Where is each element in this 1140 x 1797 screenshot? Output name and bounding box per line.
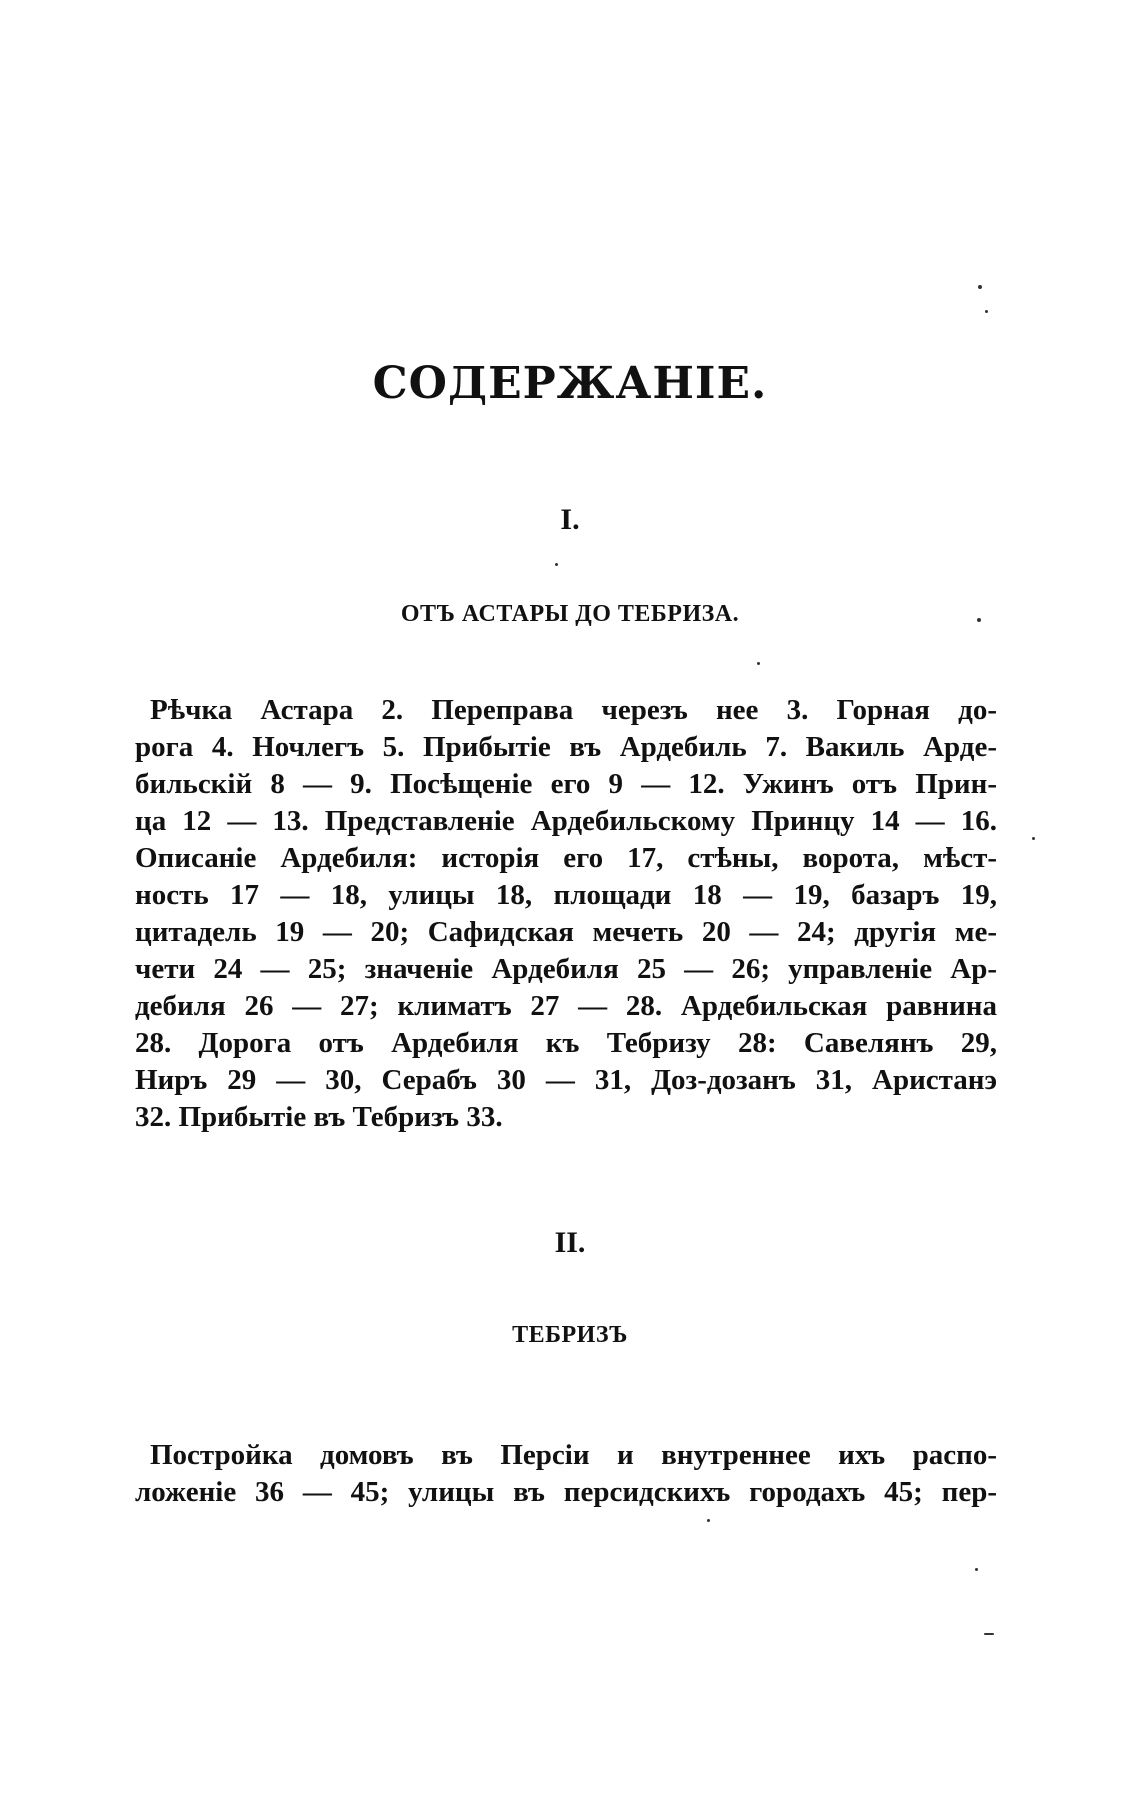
contents-line: дебиля 26 — 27; климатъ 27 — 28. Ардебильская равнина — [135, 990, 997, 1022]
scan-speck — [757, 662, 760, 665]
contents-line: Постройка домовъ въ Персіи и внутреннее ихъ распо- — [150, 1439, 997, 1471]
contents-line: бильскій 8 — 9. Посѣщеніе его 9 — 12. Ужинъ отъ Прин- — [135, 768, 997, 800]
contents-line: Описаніе Ардебиля: исторія его 17, стѣны, ворота, мѣст- — [135, 842, 997, 874]
contents-line: ложеніе 36 — 45; улицы въ персидскихъ городахъ 45; пер- — [135, 1476, 997, 1508]
scan-speck — [985, 310, 988, 313]
contents-line: Рѣчка Астара 2. Переправа черезъ нее 3. Горная до- — [150, 694, 997, 726]
section-1-number: I. — [560, 503, 580, 536]
section-2-heading: ТЕБРИЗЪ — [512, 1322, 628, 1348]
section-1-heading: ОТЪ АСТАРЫ ДО ТЕБРИЗА. — [400, 601, 740, 627]
section-1-contents — [135, 692, 997, 1136]
scan-speck — [978, 285, 982, 289]
section-2-number: II. — [554, 1226, 586, 1259]
contents-line: Ниръ 29 — 30, Серабъ 30 — 31, Доз-дозанъ 31, Аристанэ — [135, 1064, 997, 1096]
scan-speck — [707, 1519, 710, 1522]
contents-line: 28. Дорога отъ Ардебиля къ Тебризу 28: Савелянъ 29, — [135, 1027, 997, 1059]
scan-speck — [984, 1633, 994, 1635]
section-2-contents — [135, 1437, 997, 1511]
scan-speck — [975, 1568, 978, 1571]
scan-speck — [977, 618, 981, 622]
scan-speck — [555, 563, 558, 566]
page-title: СОДЕРЖАНІЕ. — [372, 358, 768, 409]
scan-speck — [1032, 837, 1035, 840]
contents-line: ность 17 — 18, улицы 18, площади 18 — 19, базаръ 19, — [135, 879, 997, 911]
contents-line: рога 4. Ночлегъ 5. Прибытіе въ Ардебиль 7. Вакиль Арде- — [135, 731, 997, 763]
contents-line: цитадель 19 — 20; Сафидская мечеть 20 — 24; другія ме- — [135, 916, 997, 948]
contents-line: чети 24 — 25; значеніе Ардебиля 25 — 26; управленіе Ар- — [135, 953, 997, 985]
contents-line: ца 12 — 13. Представленіе Ардебильскому Принцу 14 — 16. — [135, 805, 997, 837]
contents-line: 32. Прибытіе въ Тебризъ 33. — [135, 1101, 503, 1133]
